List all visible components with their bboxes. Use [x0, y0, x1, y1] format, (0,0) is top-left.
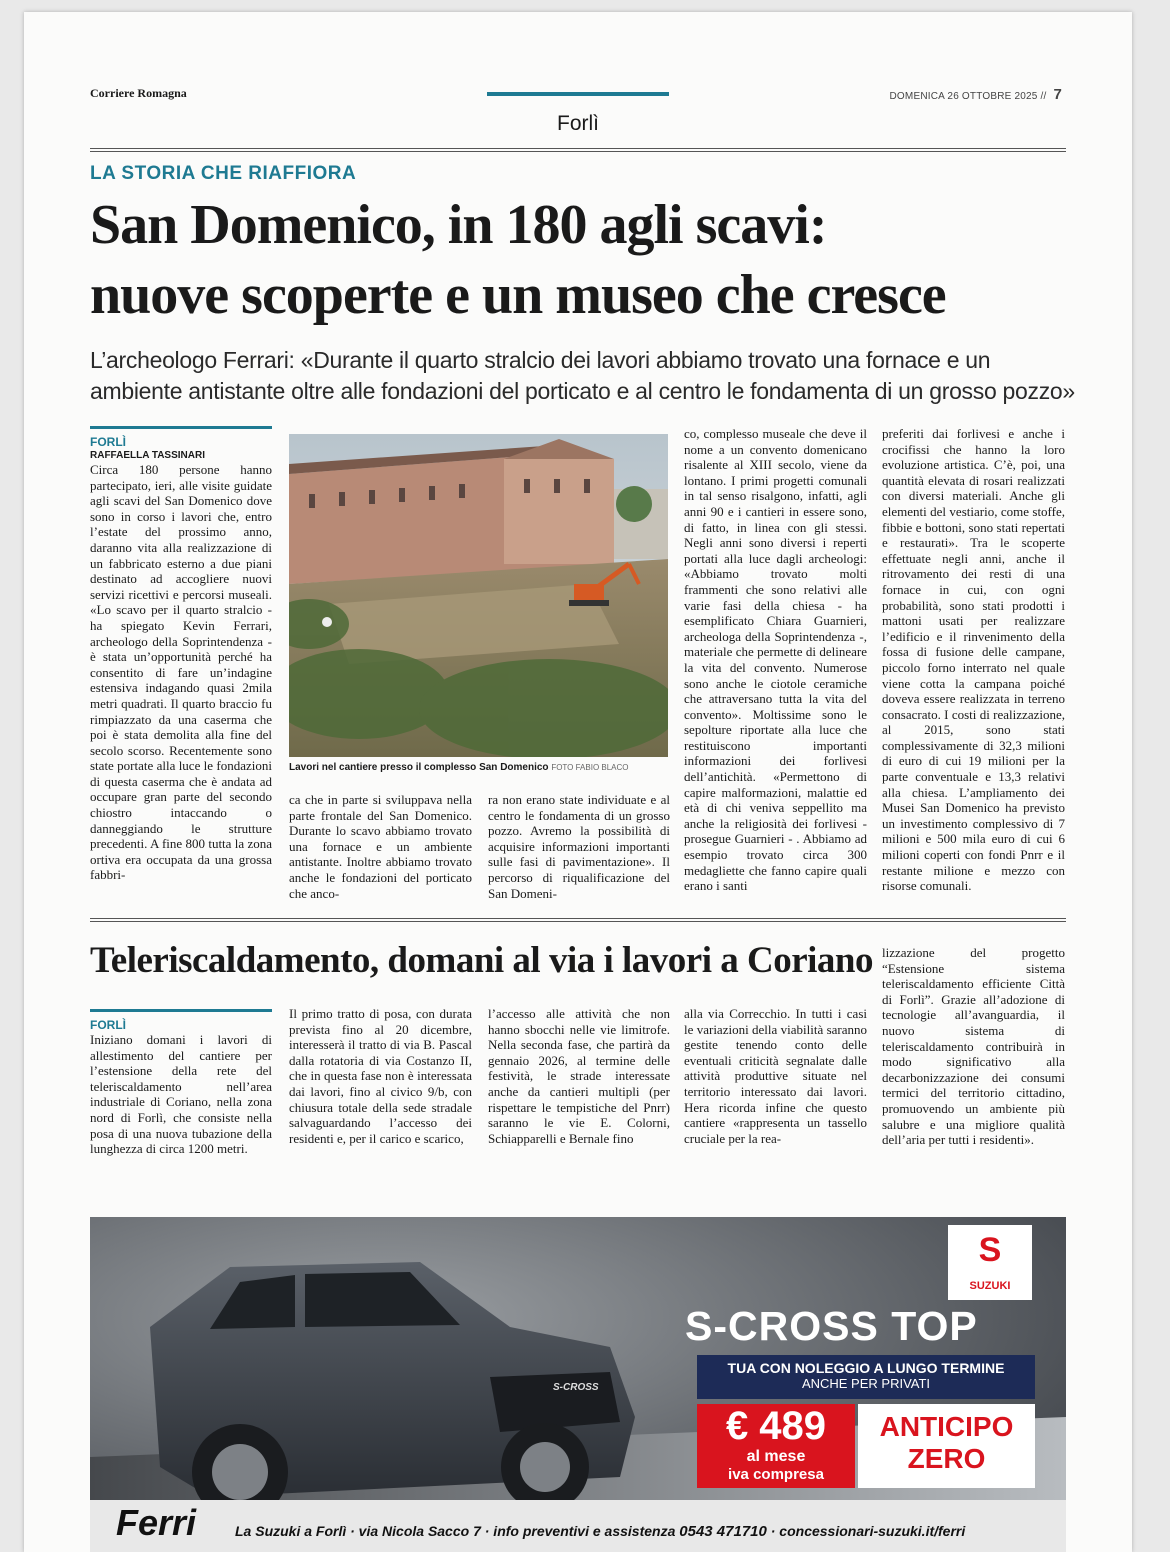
divider	[90, 918, 1066, 919]
suzuki-logo	[948, 1225, 1032, 1300]
divider	[90, 148, 1066, 149]
anticipo-line1: ANTICIPO	[879, 1411, 1014, 1442]
article-column	[488, 792, 670, 901]
article-column	[90, 1009, 272, 1157]
accent-bar	[487, 92, 669, 96]
article-column	[90, 426, 272, 883]
byline: RAFFAELLA TASSINARI	[90, 450, 205, 461]
brand-name: SUZUKI	[969, 1280, 1011, 1292]
section-title: Forlì	[557, 112, 599, 135]
page-date-line	[890, 86, 1062, 103]
dateline-city: FORLÌ	[90, 1018, 126, 1032]
dealer-phone: 0543 471710	[679, 1523, 767, 1540]
dealer-address: La Suzuki a Forlì · via Nicola Sacco 7 · info preventivi e assistenza	[235, 1523, 676, 1539]
suzuki-s-icon: S	[978, 1231, 1002, 1269]
rental-line1: TUA CON NOLEGGIO A LUNGO TERMINE	[727, 1360, 1005, 1376]
rental-line2: ANCHE PER PRIVATI	[801, 1376, 931, 1391]
article-column	[684, 1006, 867, 1146]
dateline-city: FORLÌ	[90, 435, 126, 449]
rental-banner	[697, 1355, 1035, 1399]
dealer-website: · concessionari-suzuki.it/ferri	[770, 1523, 966, 1539]
standfirst: L’archeologo Ferrari: «Durante il quarto stralcio dei lavori abbiamo trovato una fornace e un ambiente antistante oltre alle fondazioni del porticato e al centro le fondamenta di un grosso pozzo»	[90, 347, 1075, 404]
headline-line: San Domenico, in 180 agli scavi:	[90, 194, 827, 256]
excavation-site-image	[289, 434, 668, 757]
page-number: 7	[1053, 86, 1062, 103]
headline-line: nuove scoperte e un museo che cresce	[90, 264, 946, 326]
newspaper-page	[24, 12, 1132, 1552]
photo-credit: FOTO FABIO BLACO	[551, 763, 629, 772]
dealer-info	[235, 1523, 965, 1540]
column-bar	[90, 1009, 272, 1012]
column-bar	[90, 426, 272, 429]
article-text: l’accesso alle attività che non hanno sbocchi nelle vie limitrofe. Nella seconda fase, che partirà da gennaio 2026, al termine delle festività, le strade interessate anche da cantieri multipli (per rispettare le tempistiche del Pnrr) saranno le vie E. Colorni, Schiapparelli e Bernale fino	[488, 1006, 670, 1146]
article-text: ca che in parte si sviluppava nella parte frontale del San Domenico. Durante lo scavo abbiamo trovato una fornace e un ambiente antistante. Inoltre abbiamo trovato anche le fondazioni del porticato che anco-	[289, 792, 472, 901]
price-sub2: iva compresa	[728, 1466, 824, 1483]
article-text: co, complesso museale che deve il nome a un convento domenicano risalente al XIII secolo, viene da lontano. I primi progetti comunali in tal senso risalgono, infatti, agli anni 90 e i cantieri in essere sono, di fatto, in linea con gli stessi. Negli anni sono diversi i reperti portati alla luce dagli archeologi: «Abbiamo trovato molti frammenti che sono relativi alle varie fasi della chiesa - ha esemplificato Chiara Guarnieri, archeologa della Soprintendenza -, materiale che permette di delineare la vita del convento. Numerose sono anche le ciotole ceramiche che attraversano tutta la vita del convento». Moltissime sono le sepolture riportate alla luce che restituiscono importanti informazioni dei forlivesi dell’antichità. «Permettono di capire malformazioni, malattie ed età di chi veniva seppellito ma anche la religiosità dei forlivesi - prosegue Guarnieri - . Abbiamo ad esempio trovato circa 300 medagliette che fanno capire quali erano i santi	[684, 426, 867, 894]
article-column	[488, 1006, 670, 1146]
dealer-logo: Ferri	[116, 1502, 197, 1543]
photo-caption: Lavori nel cantiere presso il complesso San Domenico	[289, 762, 549, 773]
newspaper-name: Corriere Romagna	[90, 86, 187, 100]
anticipo-line2: ZERO	[907, 1443, 986, 1474]
article-text: Il primo tratto di posa, con durata prevista fino al 20 dicembre, interesserà il tratto di via B. Pascal dalla rotatoria di via Costanzo II, che in questa fase non è interessata dai lavori, fino al civico 9/b, con chiusura totale della sede stradale salvaguardando l’accesso dei residenti e, per il carico e scarico,	[289, 1006, 472, 1146]
article-column	[882, 945, 1065, 1148]
article-text: Circa 180 persone hanno partecipato, ieri, alle visite guidate agli scavi del San Domenico dove sono in corso i lavori che, entro l’estate del prossimo anno, daranno vita alla realizzazione di un fabbricato esterno a due piani destinato ad accogliere nuovi servizi ricettivi e percorsi museali. «Lo scavo per il quarto stralcio - ha spiegato Kevin Ferrari, archeologo della Soprintendenza - è stata un’opportunità perché ha consentito di fare un’indagine estensiva indagando quasi 2mila metri quadrati. Il quarto braccio fu rimpiazzato da una caserma che poi è stata demolita alla fine del secolo scorso. Recentemente sono state portate alla luce le fondazioni di questa caserma che è andata ad occupare gran parte del secondo chiostro intaccando o danneggiando le strutture precedenti. A fine 800 tutta la zona ortiva era occupata da una grossa fabbri-	[90, 462, 272, 883]
price-box	[697, 1404, 855, 1488]
car-badge: S-CROSS	[553, 1382, 599, 1393]
ad-footer	[90, 1500, 1066, 1552]
article-column	[684, 426, 867, 894]
article-column	[289, 1006, 472, 1146]
advertisement[interactable]	[90, 1217, 1066, 1552]
article-photo	[289, 434, 668, 757]
price: € 489	[725, 1404, 827, 1448]
article-text: Iniziano domani i lavori di allestimento del cantiere per l’estensione della rete del teleriscaldamento nell’area industriale di Coriano, nella zona nord di Forlì, che consiste nella posa di una nuova tubazione della lunghezza di circa 1200 metri.	[90, 1032, 272, 1157]
article-text: preferiti dai forlivesi e anche i crocifissi che hanno la loro evoluzione artistica. C’è, poi, una quantità elevata di rosari realizzati con diversi materiali. Anche gli elementi del vestiario, come stoffe, fibbie e bottoni, sono stati repertati e restaurati». Tra le scoperte effettuate negli anni, anche il ritrovamento dei resti di una fornace in cui, con ogni probabilità, sono stati prodotti i mattoni usati per realizzare l’edificio e il rinvenimento della fossa di fusione delle campane, piccolo forno interrato nel quale viene cotta la campana poiché doveva essere realizzata in terreno consacrato. I costi di realizzazione, al 2015, sono stati complessivamente di 32,3 milioni di euro di cui 19 milioni per la parte conventuale e 13,3 relativi alla chiesa. L’ampliamento dei Musei San Domenico ha previsto un investimento complessivo di 7 milioni e 500 mila euro di cui 6 milioni coperti con fondi Pnrr e il restante milione e mezzo con risorse comunali.	[882, 426, 1065, 894]
divider	[90, 151, 1066, 152]
divider	[90, 921, 1066, 922]
date: DOMENICA 26 OTTOBRE 2025	[889, 91, 1038, 102]
date-separator: //	[1040, 91, 1047, 102]
anticipo-box	[858, 1404, 1035, 1488]
article-text: alla via Correcchio. In tutti i casi le variazioni della viabilità saranno gestite tenendo conto delle eventuali criticità segnalate dalle attività produttive situate nel territorio interessato dai lavori. Hera ricorda infine che questo cantiere «rappresenta un tassello cruciale per la rea-	[684, 1006, 867, 1146]
article-column	[289, 792, 472, 901]
article-text: lizzazione del progetto “Estensione sistema teleriscaldamento efficiente Città di Forlì”. Grazie all’adozione di tecnologie all’avanguardia, il nuovo sistema di teleriscaldamento contribuirà in modo significativo alla decarbonizzazione dei consumi termici del territorio cittadino, promuovendo un ambiente più salubre e una migliore qualità dell’aria per tutti i residenti».	[882, 945, 1065, 1148]
price-sub1: al mese	[746, 1448, 806, 1465]
headline: Teleriscaldamento, domani al via i lavori a Coriano	[90, 940, 874, 981]
article-text: ra non erano state individuate e al centro le fondamenta di un grosso pozzo. Avremo la possibilità di acquisire informazioni importanti sulle fasi di pavimentazione». Il percorso di riqualificazione del San Domeni-	[488, 792, 670, 901]
article-column	[882, 426, 1065, 894]
kicker: LA STORIA CHE RIAFFIORA	[90, 163, 357, 184]
photo-caption-line	[289, 762, 679, 773]
ad-model: S-CROSS TOP	[685, 1303, 978, 1349]
headline	[90, 190, 1080, 330]
